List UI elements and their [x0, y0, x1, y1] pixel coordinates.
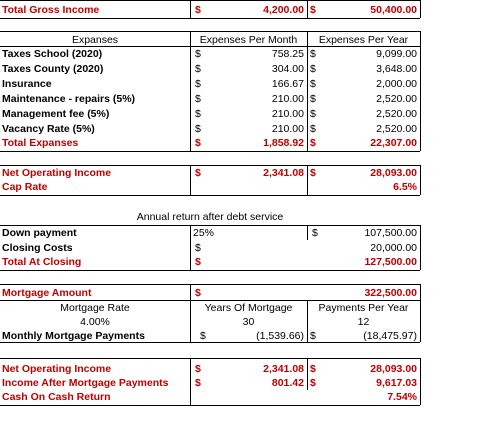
expense-month-value: 210.00 — [271, 108, 304, 120]
expense-year-currency: $ — [310, 78, 316, 90]
expense-row — [0, 77, 500, 91]
total-closing-value: 127,500.00 — [364, 256, 417, 268]
cash-on-cash-row — [0, 390, 500, 404]
monthly-mortgage-label: Monthly Mortgage Payments — [2, 330, 145, 342]
monthly-mortgage-currency: $ — [200, 330, 206, 342]
expense-label: Taxes School (2020) — [2, 48, 103, 60]
expense-month-currency: $ — [195, 108, 201, 120]
total-closing-row — [0, 255, 500, 269]
down-payment-currency: $ — [312, 227, 318, 239]
expense-month-value: 166.67 — [271, 78, 304, 90]
noi-month-currency: $ — [195, 167, 201, 179]
gross-income-row — [0, 3, 500, 17]
annual-return-header — [0, 210, 500, 224]
expense-month-currency: $ — [195, 78, 201, 90]
noi-month: 2,341.08 — [263, 167, 304, 179]
total-expenses-year-currency: $ — [310, 137, 316, 149]
expense-month-currency: $ — [195, 123, 201, 135]
mortgage-header-row — [0, 301, 500, 315]
total-expenses-month: 1,858.92 — [263, 137, 304, 149]
expense-month-currency: $ — [195, 93, 201, 105]
income-after-month-currency: $ — [195, 377, 201, 389]
mortgage-rate-value: 4.00% — [80, 316, 110, 328]
cash-on-cash-label: Cash On Cash Return — [2, 391, 111, 403]
monthly-mortgage-value: (1,539.66) — [256, 330, 304, 342]
expense-year-currency: $ — [310, 63, 316, 75]
closing-costs-row — [0, 241, 500, 255]
expense-year-currency: $ — [310, 93, 316, 105]
summary-noi-row — [0, 362, 500, 376]
expense-month-value: 210.00 — [271, 123, 304, 135]
down-payment-label: Down payment — [2, 227, 77, 239]
gross-month-value: 4,200.00 — [263, 4, 304, 16]
expense-label: Taxes County (2020) — [2, 63, 104, 75]
expense-row — [0, 92, 500, 106]
cash-on-cash-value: 7.54% — [387, 391, 417, 403]
noi-label: Net Operating Income — [2, 167, 112, 179]
expense-label: Maintenance - repairs (5%) — [2, 93, 136, 105]
down-payment-value: 107,500.00 — [364, 227, 417, 239]
total-expenses-label: Total Expanses — [2, 137, 79, 149]
down-payment-percent: 25% — [193, 227, 215, 239]
summary-noi-year-currency: $ — [310, 363, 316, 375]
total-closing-currency: $ — [195, 256, 201, 268]
expense-row — [0, 122, 500, 136]
yearly-mortgage-currency: $ — [310, 330, 316, 342]
noi-year: 28,093.00 — [370, 167, 417, 179]
income-after-mortgage-row — [0, 376, 500, 390]
mortgage-years-value: 30 — [242, 316, 255, 328]
summary-noi-year: 28,093.00 — [370, 363, 417, 375]
income-after-year-currency: $ — [310, 377, 316, 389]
annual-return-title: Annual return after debt service — [136, 211, 284, 223]
expense-month-value: 304.00 — [271, 63, 304, 75]
expense-row — [0, 107, 500, 121]
noi-row — [0, 166, 500, 180]
closing-costs-currency: $ — [195, 242, 201, 254]
expense-year-value: 3,648.00 — [376, 63, 417, 75]
expenses-header-row — [0, 33, 500, 47]
closing-costs-value: 20,000.00 — [370, 242, 417, 254]
mortgage-amount-label: Mortgage Amount — [2, 287, 92, 299]
closing-costs-label: Closing Costs — [2, 242, 73, 254]
cap-rate-row — [0, 180, 500, 194]
payments-per-year-header: Payments Per Year — [318, 302, 409, 314]
expense-month-value: 210.00 — [271, 93, 304, 105]
expense-year-currency: $ — [310, 123, 316, 135]
monthly-mortgage-row — [0, 329, 500, 343]
cap-rate-label: Cap Rate — [2, 181, 48, 193]
expense-year-value: 2,000.00 — [376, 78, 417, 90]
total-expenses-year: 22,307.00 — [370, 137, 417, 149]
gross-year-value: 50,400.00 — [370, 4, 417, 16]
expense-year-currency: $ — [310, 48, 316, 60]
income-after-year: 9,617.03 — [376, 377, 417, 389]
yearly-mortgage-value: (18,475.97) — [363, 330, 417, 342]
mortgage-amount-row — [0, 286, 500, 300]
expense-month-currency: $ — [195, 48, 201, 60]
total-expenses-month-currency: $ — [195, 137, 201, 149]
mortgage-values-row — [0, 315, 500, 329]
noi-year-currency: $ — [310, 167, 316, 179]
mortgage-years-header: Years Of Mortgage — [204, 302, 293, 314]
expense-year-value: 2,520.00 — [376, 108, 417, 120]
expense-year-value: 2,520.00 — [376, 123, 417, 135]
expense-year-currency: $ — [310, 108, 316, 120]
mortgage-amount-currency: $ — [195, 287, 201, 299]
expenses-header-month: Expenses Per Month — [199, 34, 298, 46]
down-payment-row — [0, 226, 500, 240]
mortgage-rate-header: Mortgage Rate — [60, 302, 130, 314]
summary-noi-month: 2,341.08 — [263, 363, 304, 375]
gross-month-currency: $ — [195, 4, 201, 16]
expense-year-value: 9,099.00 — [376, 48, 417, 60]
expense-row — [0, 62, 500, 76]
expense-year-value: 2,520.00 — [376, 93, 417, 105]
expense-month-currency: $ — [195, 63, 201, 75]
income-after-month: 801.42 — [271, 377, 304, 389]
expense-label: Insurance — [2, 78, 52, 90]
expense-month-value: 758.25 — [271, 48, 304, 60]
total-expenses-row — [0, 136, 500, 150]
income-after-mortgage-label: Income After Mortgage Payments — [2, 377, 169, 389]
payments-per-year-value: 12 — [357, 316, 370, 328]
expenses-header-year: Expenses Per Year — [318, 34, 409, 46]
total-closing-label: Total At Closing — [2, 256, 82, 268]
expense-label: Management fee (5%) — [2, 108, 110, 120]
expenses-header-label: Expanses — [71, 34, 119, 46]
gross-income-label: Total Gross Income — [2, 4, 100, 16]
expense-label: Vacancy Rate (5%) — [2, 123, 95, 135]
summary-noi-month-currency: $ — [195, 363, 201, 375]
expense-row — [0, 47, 500, 61]
gross-year-currency: $ — [310, 4, 316, 16]
mortgage-amount-value: 322,500.00 — [364, 287, 417, 299]
cap-rate-value: 6.5% — [393, 181, 417, 193]
summary-noi-label: Net Operating Income — [2, 363, 112, 375]
